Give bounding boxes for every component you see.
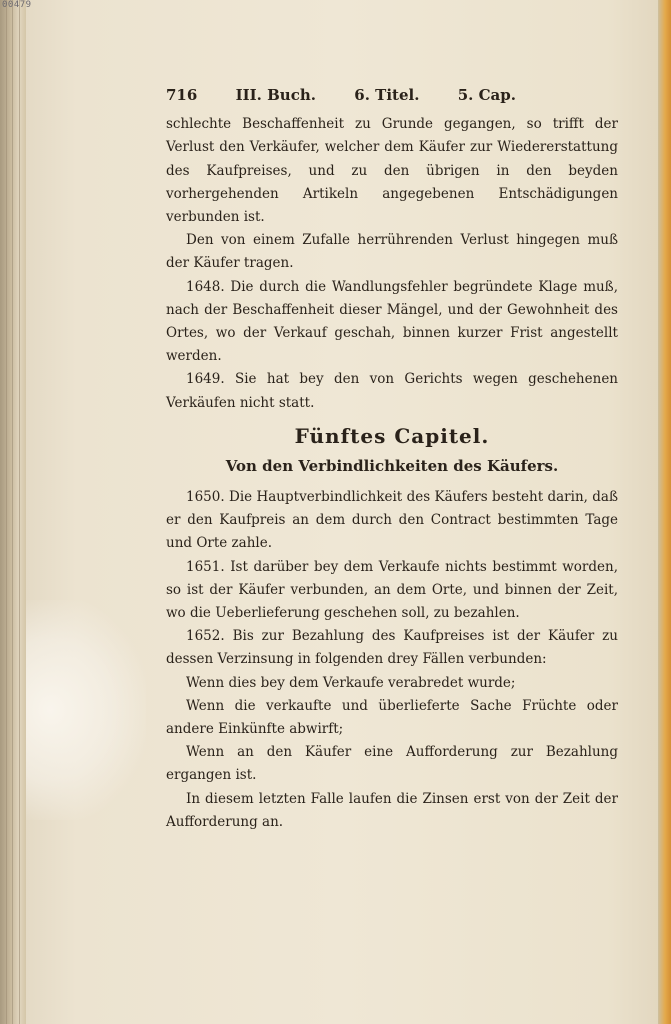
header-title: 6. Titel. [354,86,420,104]
case-item: Wenn an den Käufer eine Aufforderung zur Bezahlung ergangen ist. [166,744,618,784]
paragraph-1651: 1651. Ist darüber bey dem Verkaufe nichts bestimmt worden, so ist der Käufer verbunden, an dem Orte, und binnen der Zeit, wo die Ueberlieferung geschehen soll, zu bezahlen. [166,558,618,622]
case-item: Wenn die verkaufte und überlieferte Sache Früchte oder andere Einkünfte abwirft; [166,697,618,738]
paper-stain [26,600,146,820]
scan-stamp: 00479 [2,0,32,10]
paragraph-1649: 1649. Sie hat bey den von Gerichts wegen geschehenen Verkäufen nicht statt. [166,371,618,411]
running-header [166,84,516,107]
paragraph-1652: 1652. Bis zur Bezahlung des Kaufpreises ist der Käufer zu dessen Verzinsung in folgenden drey Fällen verbunden: [166,628,618,668]
paragraph: schlechte Beschaffenheit zu Grunde gegangen, so trifft der Verlust den Verkäufer, welcher dem Käufer zur Wiedererstattung des Kaufpreises, und zu den übrigen in den beyden vorhergehenden Artikeln angegebenen Entschädigungen verbunden ist. [166,116,618,226]
case-item: Wenn dies bey dem Verkaufe verabredet wurde; [186,674,516,691]
page-number: 716 [166,86,198,104]
header-chapter: 5. Cap. [457,86,516,104]
paragraph-1650: 1650. Die Hauptverbindlichkeit des Käufers besteht darin, daß er den Kaufpreis an dem durch den Contract bestimmten Tage und Orte zahle. [166,489,618,552]
header-book: III. Buch. [235,86,316,104]
paragraph-1648: 1648. Die durch die Wandlungsfehler begründete Klage muß, nach der Beschaffenheit dieser Mängel, und der Gewohnheit des Ortes, wo der Verkauf geschah, binnen kurzer Frist angestellt werden. [166,278,618,365]
book-binding [0,0,26,1024]
closing-paragraph: In diesem letzten Falle laufen die Zinsen erst von der Zeit der Aufforderung an. [166,790,618,830]
page-edge [658,0,671,1024]
chapter-heading: Fünftes Capitel. [294,423,490,448]
chapter-subheading: Von den Verbindlichkeiten des Käufers. [225,456,559,475]
page-text [166,84,618,834]
paragraph: Den von einem Zufalle herrührenden Verlust hingegen muß der Käufer tragen. [166,232,618,272]
